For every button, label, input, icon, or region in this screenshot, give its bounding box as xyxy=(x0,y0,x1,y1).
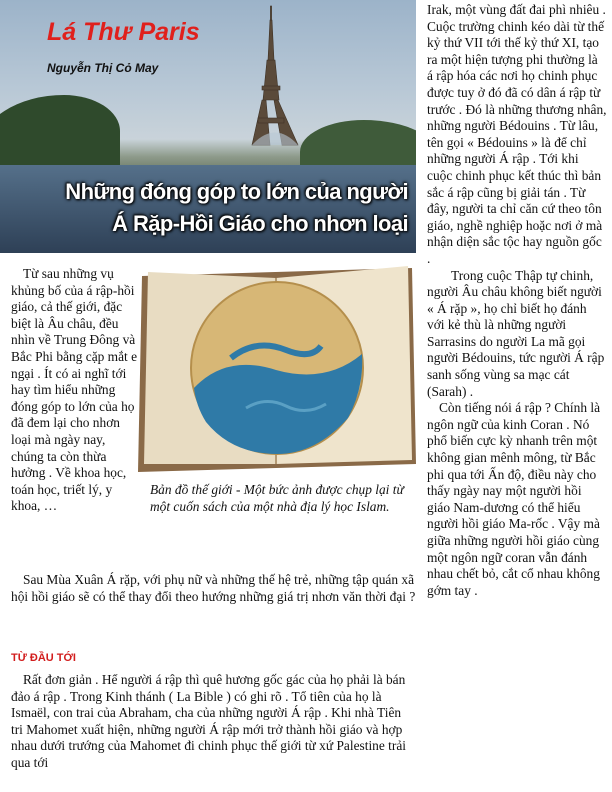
intro-full-paragraph: Sau Mùa Xuân Á rặp, với phụ nữ và những thế hệ trẻ, những tập quán xã hội hồi giáo sẽ có thể thay đổi theo hướng những giá trị nhơn văn thời đại ? xyxy=(11,572,416,604)
right-paragraph-1: Irak, một vùng đất đai phì nhiêu . Cuộc trường chinh kéo dài từ thế kỷ thứ VII tới thế kỷ thứ XI, tạo ra một hiện tượng phi thường là á rập hóa các nơi họ chinh phục được tuy ở đó đã có dân á rập từ trước . Đó là những thương nhân, những người Bédouins . Từ lâu, tên gọi « Bédouins » là để chỉ những người Á rập . Tới khi cuộc chinh phục kết thúc thì bản sắc á rập cũng bị giải tán . Từ đây, người ta chỉ căn cứ theo tôn giáo, nghề nghiệp hoặc nơi ở mà nhận diện sắc tộc hay nguồn gốc . xyxy=(427,2,607,266)
section-paragraph: Rất đơn giản . Hể người á rập thì quê hương gốc gác của họ phải là bán đảo á rập . Trong Kinh thánh ( La Bible ) có ghi rõ . Tổ tiên của họ là Ismaël, con trai của Abraham, cha của những người Á rập . Khi nhà Tiên tri Mahomet xuất hiện, những người Á rập mới trở thành hồi giáo và hợp nhau dưới trướng của Mahomet đi chinh phục thế giới từ xứ Palestine trải qua tới xyxy=(11,672,407,770)
right-paragraph-3: Còn tiếng nói á rập ? Chính là ngôn ngữ của kinh Coran . Nó phổ biến cực kỳ nhanh trên một không gian mênh mông, từ Bắc phi qua tới Ấn độ, điều này cho thấy ngày nay một người hồi giáo Nam-dương có thể hiểu người hồi giáo Ma-rốc . Vậy mà giữa những người hồi giáo cùng một ngôn ngữ coran vẫn đánh nhau chết bỏ, cắt cổ nhau không gớm tay . xyxy=(427,400,601,598)
section-heading: TỪ ĐẦU TỚI xyxy=(11,652,76,664)
figure-caption: Bản đồ thế giới - Một bức ảnh được chụp lại từ một cuốn sách của một nhà địa lý học Islam. xyxy=(150,482,404,514)
headline-line-2: Á Rặp-Hồi Giáo cho nhơn loại xyxy=(112,211,408,236)
right-column xyxy=(427,2,607,599)
section-paragraph-block xyxy=(11,672,416,772)
hero-photo xyxy=(0,0,416,253)
article-headline xyxy=(28,176,408,240)
headline-line-1: Những đóng góp to lớn của người xyxy=(65,179,408,204)
intro-left-paragraph: Từ sau những vụ khủng bố của á rập-hồi giáo, cả thế giới, đặc biệt là Âu châu, đều nhìn về Trung Đông và Bắc Phi bằng cặp mắt e ngại . Ít có ai nghĩ tới hay tìm hiểu những đóng góp to lớn của họ đã đem lại cho nhơn loại mà ngày nay, chúng ta còn thừa hưởng . Về khoa học, toán học, triết lý, y khoa, … xyxy=(11,266,138,514)
intro-left-column xyxy=(11,266,141,515)
intro-full-paragraph-block xyxy=(11,572,416,605)
masthead-author: Nguyễn Thị Cỏ May xyxy=(47,61,159,75)
world-map-book-image xyxy=(136,258,418,478)
masthead-title: Lá Thư Paris xyxy=(47,18,200,46)
right-paragraph-2: Trong cuộc Thập tự chinh, người Âu châu không biết người « Á rặp », họ chỉ biết họ đánh với kẻ thù là những người Sarrasins do người La mã gọi người Bédouins, tức người Á rập sanh sống vùng sa mạc cát (Sarah) . xyxy=(427,267,605,399)
